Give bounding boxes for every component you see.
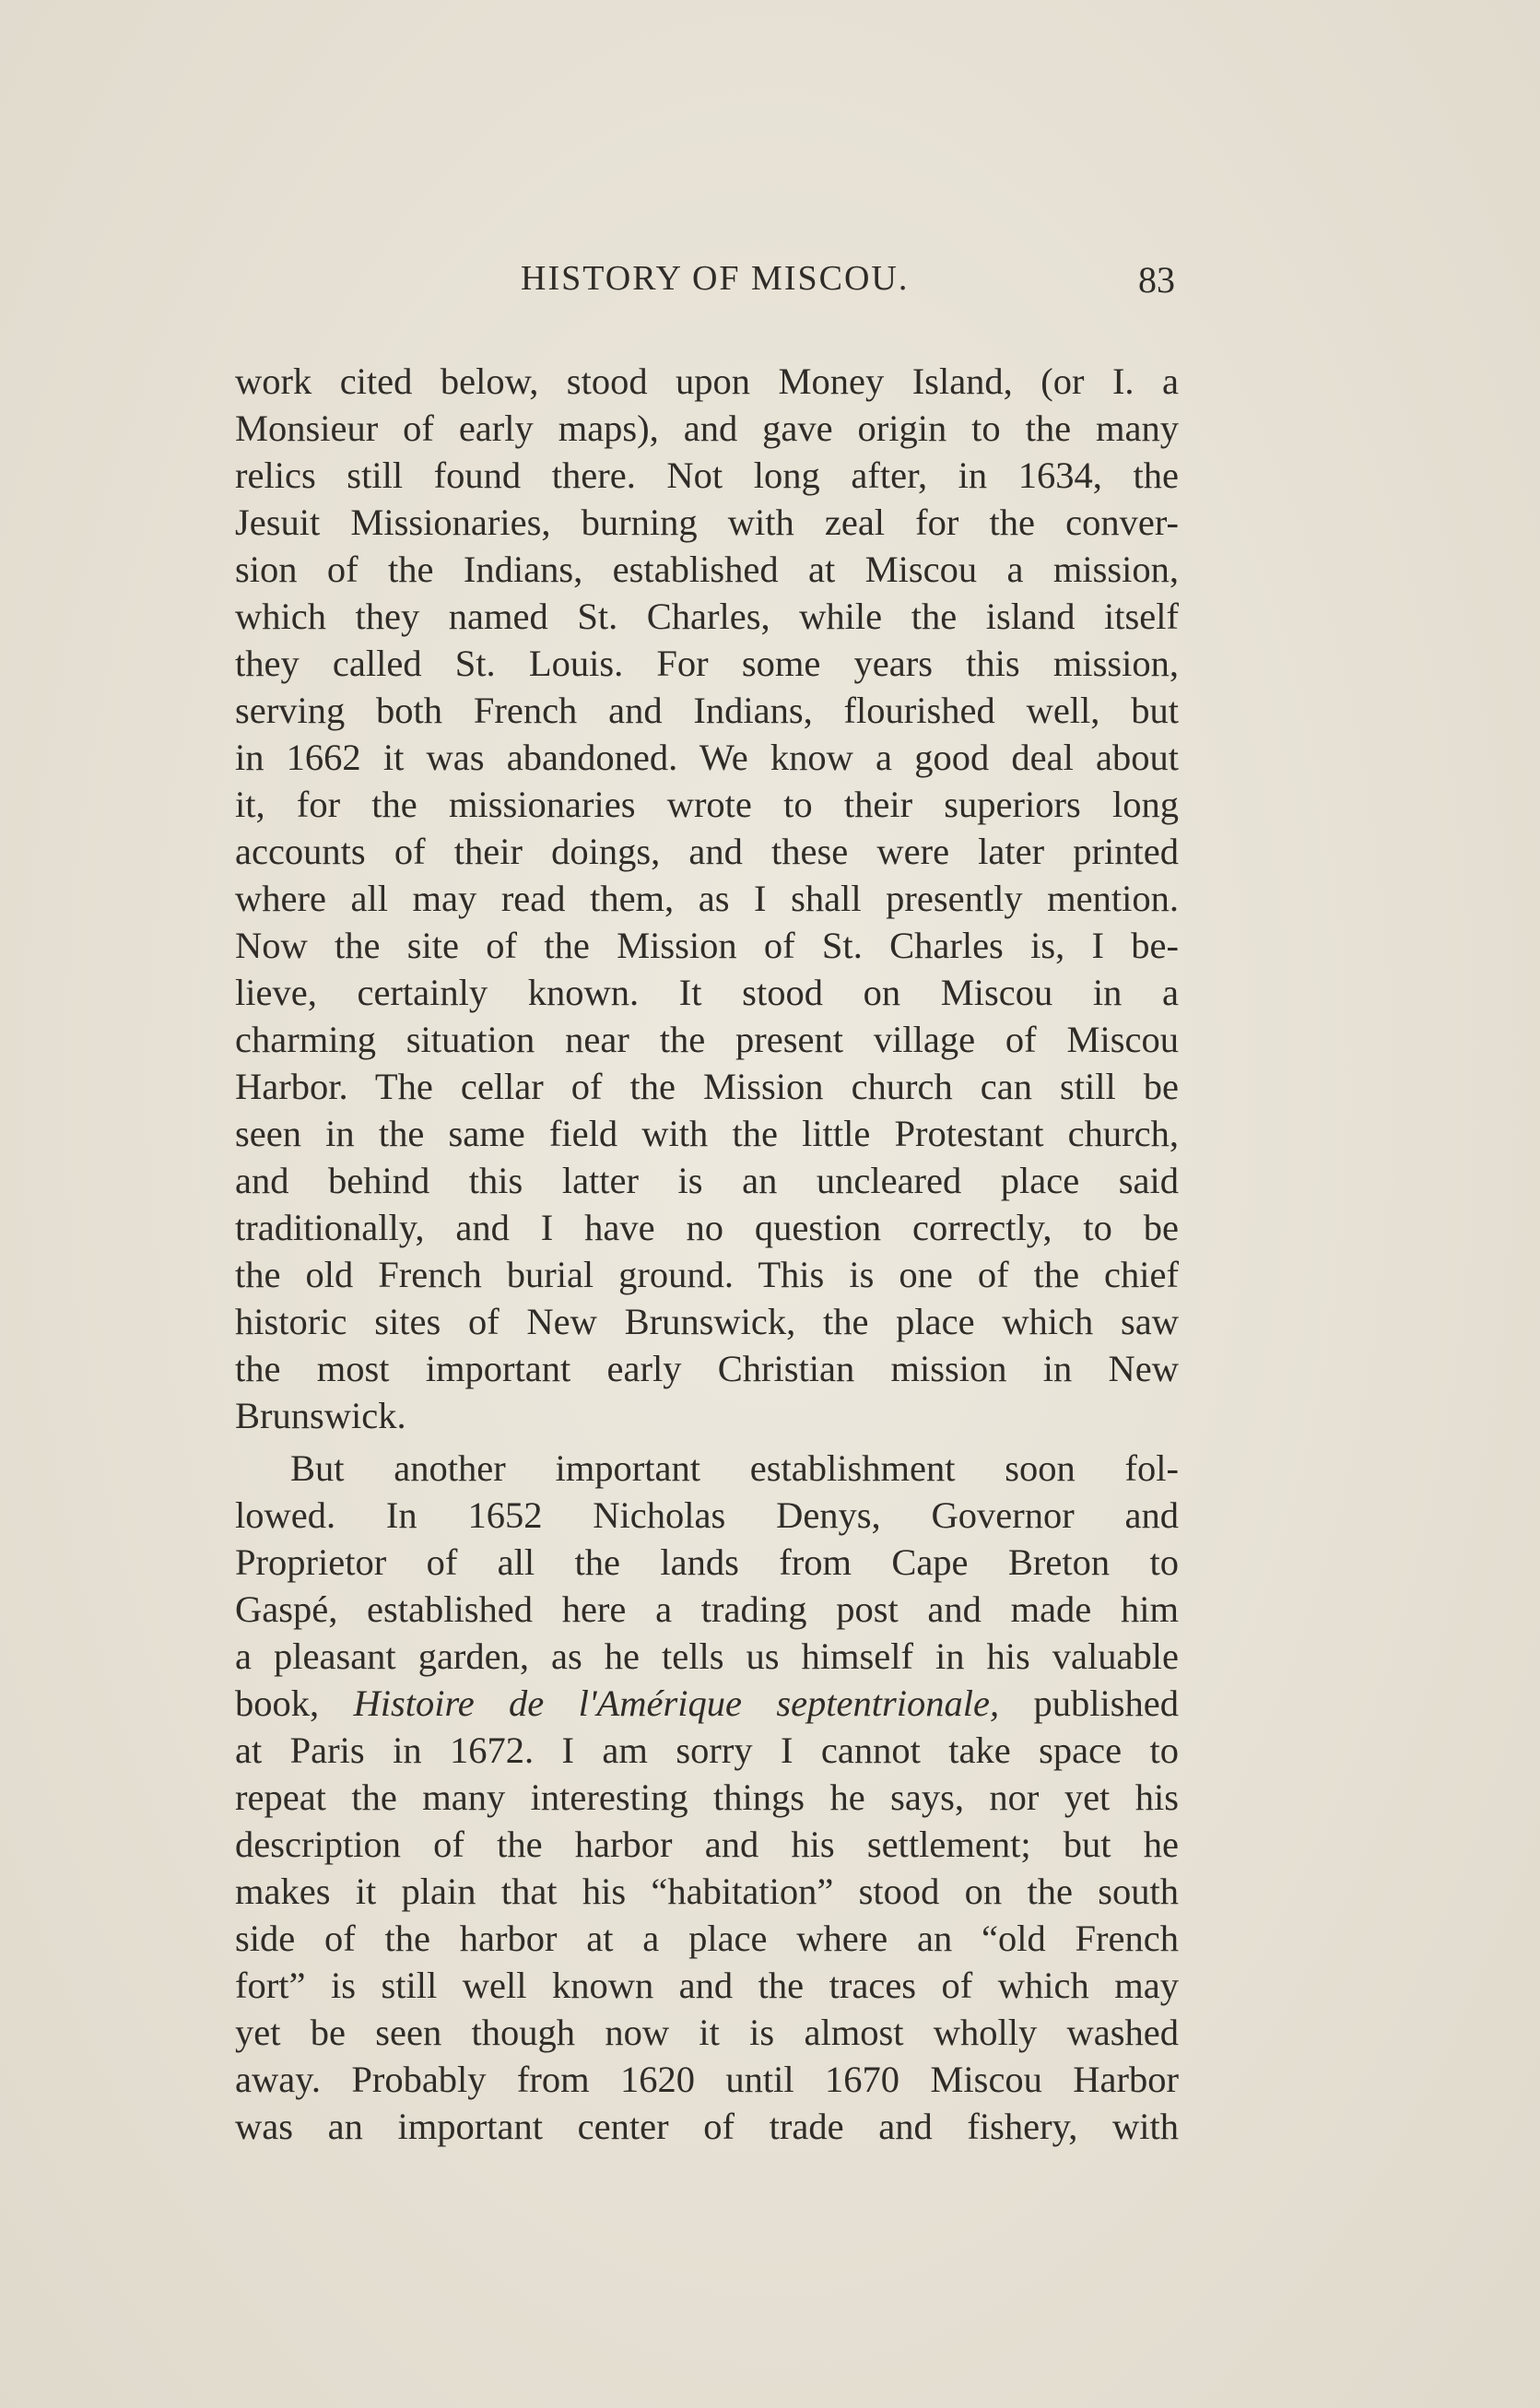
text-line: Now the site of the Mission of St. Charles is, I be-	[235, 925, 1179, 966]
text-line: in 1662 it was abandoned. We know a good deal about	[235, 737, 1179, 778]
text-line: it, for the missionaries wrote to their superiors long	[235, 784, 1179, 825]
text-line: the most important early Christian mission in New	[235, 1348, 1179, 1389]
text-line: Monsieur of early maps), and gave origin to the many	[235, 407, 1179, 449]
text-line: historic sites of New Brunswick, the place which saw	[235, 1301, 1179, 1342]
text-line: makes it plain that his “habitation” stood on the south	[235, 1871, 1179, 1912]
text-line: fort” is still well known and the traces of which may	[235, 1965, 1179, 2006]
paragraph	[235, 358, 1179, 1439]
text-line: book, Histoire de l'Amérique septentrionale, published	[235, 1682, 1179, 1724]
text-line: serving both French and Indians, flourished well, but	[235, 690, 1179, 731]
text-line: description of the harbor and his settlement; but he	[235, 1824, 1179, 1865]
text-line: they called St. Louis. For some years this mission,	[235, 643, 1179, 684]
text-line: charming situation near the present village of Miscou	[235, 1019, 1179, 1060]
body-text	[235, 358, 1179, 2150]
text-line: Proprietor of all the lands from Cape Breton to	[235, 1541, 1179, 1583]
text-line: where all may read them, as I shall presently mention.	[235, 878, 1179, 919]
text-line: yet be seen though now it is almost wholly washed	[235, 2012, 1179, 2053]
text-line: the old French burial ground. This is one of the chief	[235, 1254, 1179, 1295]
text-line: which they named St. Charles, while the island itself	[235, 596, 1179, 637]
text-line: a pleasant garden, as he tells us himself in his valuable	[235, 1635, 1179, 1677]
text-line: away. Probably from 1620 until 1670 Miscou Harbor	[235, 2059, 1179, 2100]
text-line: seen in the same field with the little Protestant church,	[235, 1113, 1179, 1154]
paragraph	[235, 1445, 1179, 2150]
text-line: was an important center of trade and fishery, with	[235, 2106, 1179, 2147]
text-line: side of the harbor at a place where an “old French	[235, 1918, 1179, 1959]
text-line: relics still found there. Not long after, in 1634, the	[235, 454, 1179, 496]
text-line: and behind this latter is an uncleared place said	[235, 1160, 1179, 1201]
text-line: But another important establishment soon fol-	[290, 1447, 1179, 1489]
text-line: Gaspé, established here a trading post and made him	[235, 1588, 1179, 1630]
page-number: 83	[1138, 259, 1175, 301]
text-line: repeat the many interesting things he says, nor yet his	[235, 1776, 1179, 1818]
text-line: at Paris in 1672. I am sorry I cannot take space to	[235, 1729, 1179, 1771]
running-head	[521, 258, 1184, 313]
text-line: work cited below, stood upon Money Island, (or I. a	[235, 360, 1179, 402]
book-title-italic: Histoire de l'Amérique septentrionale,	[353, 1682, 1000, 1724]
text-line: Harbor. The cellar of the Mission church can still be	[235, 1066, 1179, 1107]
text-line: lowed. In 1652 Nicholas Denys, Governor and	[235, 1494, 1179, 1536]
text-line: accounts of their doings, and these were later printed	[235, 831, 1179, 872]
text-line: sion of the Indians, established at Miscou a mission,	[235, 549, 1179, 590]
text-line: lieve, certainly known. It stood on Miscou in a	[235, 972, 1179, 1013]
text-line: traditionally, and I have no question correctly, to be	[235, 1207, 1179, 1248]
running-title: HISTORY OF MISCOU.	[521, 259, 910, 298]
text-line: Jesuit Missionaries, burning with zeal for the conver-	[235, 502, 1179, 543]
text-line: Brunswick.	[235, 1395, 406, 1436]
